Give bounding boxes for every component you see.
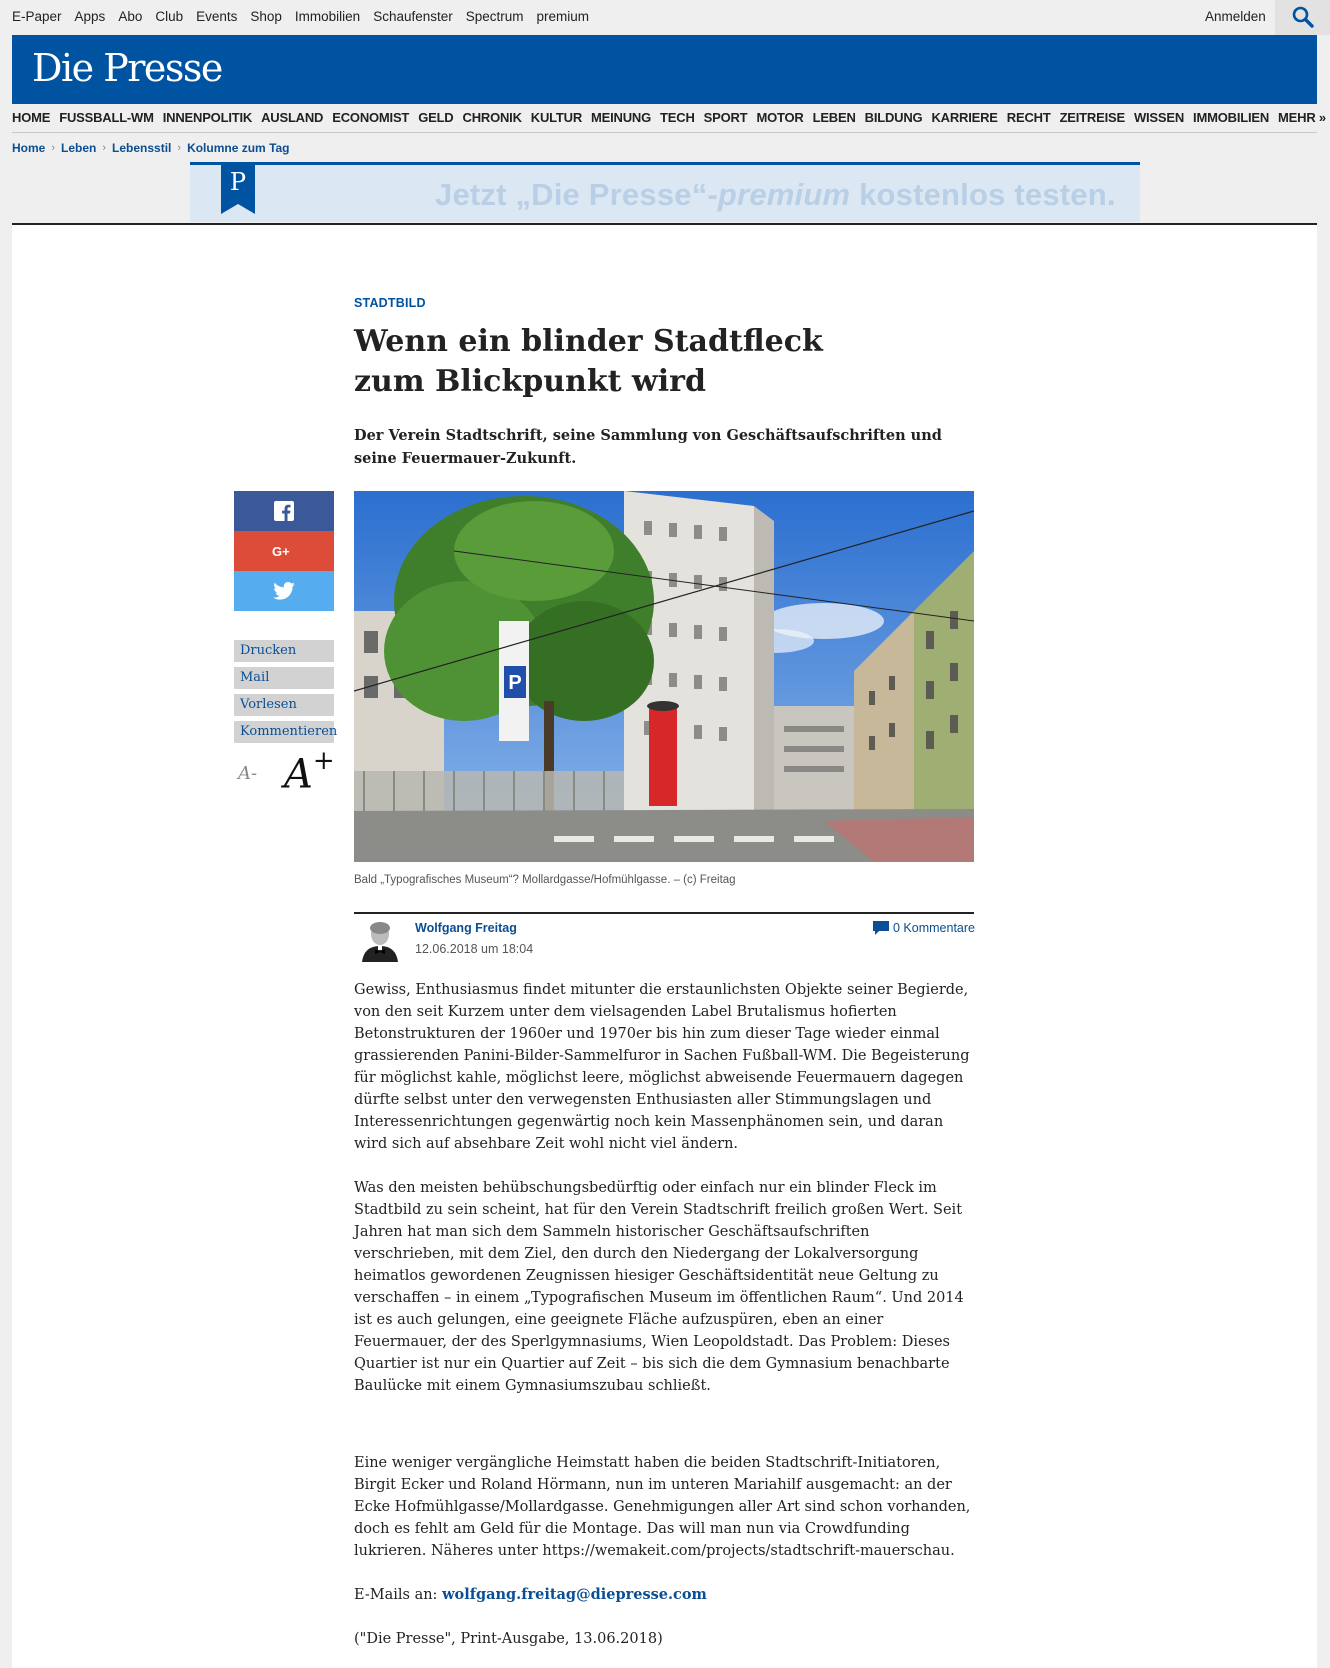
google-plus-icon bbox=[272, 544, 296, 558]
nav-item-geld[interactable]: GELD bbox=[418, 110, 454, 125]
utility-link-spectrum[interactable]: Spectrum bbox=[465, 9, 524, 24]
chevron-right-icon: › bbox=[51, 142, 56, 154]
nav-item-innenpolitik[interactable]: INNENPOLITIK bbox=[162, 110, 253, 125]
masthead bbox=[12, 35, 1317, 104]
article-lead: Der Verein Stadtschrift, seine Sammlung von Geschäftsaufschriften und seine Feuermauer-Zukunft. bbox=[354, 427, 942, 467]
nav-item-recht[interactable]: RECHT bbox=[1006, 110, 1051, 125]
utility-links bbox=[12, 9, 602, 24]
nav-item-home[interactable]: HOME bbox=[12, 110, 51, 125]
comments-link[interactable] bbox=[873, 921, 975, 935]
premium-badge-icon bbox=[221, 162, 255, 214]
facebook-icon bbox=[274, 501, 294, 521]
font-smaller-button[interactable]: A- bbox=[238, 763, 258, 784]
utility-link-events[interactable]: Events bbox=[196, 9, 238, 24]
font-size-controls bbox=[238, 746, 338, 798]
nav-item-fussball-wm[interactable]: FUSSBALL-WM bbox=[59, 110, 154, 125]
svg-text:G+: G+ bbox=[272, 544, 290, 558]
nav-item-leben[interactable]: LEBEN bbox=[812, 110, 856, 125]
nav-item-bildung[interactable]: BILDUNG bbox=[864, 110, 923, 125]
author-email-link[interactable]: wolfgang.freitag@diepresse.com bbox=[442, 1586, 707, 1603]
utility-link-premium[interactable]: premium bbox=[536, 9, 590, 24]
premium-banner[interactable] bbox=[190, 162, 1140, 222]
nav-divider bbox=[12, 132, 1317, 133]
nav-item-economist[interactable]: ECONOMIST bbox=[332, 110, 410, 125]
utility-bar bbox=[0, 0, 1330, 35]
googleplus-share-button[interactable] bbox=[234, 531, 334, 571]
nav-item-sport[interactable]: SPORT bbox=[703, 110, 748, 125]
utility-link-club[interactable]: Club bbox=[155, 9, 184, 24]
breadcrumb-leben[interactable]: Leben bbox=[61, 141, 97, 155]
author-avatar bbox=[356, 918, 404, 962]
nav-item-tech[interactable]: TECH bbox=[660, 110, 695, 125]
nav-item-chronik[interactable]: CHRONIK bbox=[462, 110, 522, 125]
comments-count: 0 Kommentare bbox=[893, 921, 975, 935]
font-larger-letter: A bbox=[284, 751, 313, 798]
search-icon bbox=[1292, 6, 1314, 28]
print-button[interactable]: Drucken bbox=[234, 640, 334, 662]
login-link[interactable]: Anmelden bbox=[1205, 9, 1266, 24]
read-aloud-button[interactable]: Vorlesen bbox=[234, 694, 334, 716]
social-share bbox=[234, 491, 334, 611]
article-paragraph: Gewiss, Enthusiasmus findet mitunter die erstaunlichsten Objekte seiner Begierde, von den seit Kurzem unter dem vielsagenden Label Brutalismus hofierten Betonstrukturen der 1960er und 1970er bis hin zum dieser Tage wieder einmal grassierenden Panini-Bilder-Sammelfuror in Sachen Fußball-WM. Die Begeisterung für möglichst kahle, möglichst leere, möglichst abweisende Feuermauern dagegen dürfte selbst unter den verwegensten Enthusiasten aller Stimmungslagen und Interessenrichtungen gegenwärtig noch kein Massenphänomen sein, und daran wird sich auf absehbare Zeit wohl nicht viel ändern. bbox=[354, 982, 970, 1152]
facebook-share-button[interactable] bbox=[234, 491, 334, 531]
street-scene-image bbox=[354, 491, 974, 862]
article-paragraph: Eine weniger vergängliche Heimstatt haben die beiden Stadtschrift-Initiatoren, Birgit Ecker und Roland Hörmann, nun im unteren Mariahilf ausgemacht: an der Ecke Hofmühlgasse/Mollardgasse. Genehmigungen aller Art sind schon vorhanden, doch es fehlt am Geld für die Montage. Das will man nun via Crowdfunding lukrieren. Näheres unter https://wemakeit.com/projects/stadtschrift-mauerschau. bbox=[354, 1455, 971, 1559]
chevron-right-icon: › bbox=[102, 142, 107, 154]
breadcrumb-lebensstil[interactable]: Lebensstil bbox=[112, 141, 172, 155]
breadcrumb-home[interactable]: Home bbox=[12, 141, 46, 155]
nav-item-karriere[interactable]: KARRIERE bbox=[931, 110, 998, 125]
utility-link-abo[interactable]: Abo bbox=[118, 9, 143, 24]
article-tools bbox=[234, 640, 338, 748]
logo[interactable]: Die Presse bbox=[32, 46, 222, 90]
font-larger-button[interactable] bbox=[284, 746, 335, 798]
nav-item-meinung[interactable]: MEINUNG bbox=[591, 110, 652, 125]
article-date: 12.06.2018 um 18:04 bbox=[415, 942, 534, 956]
chevron-right-icon: › bbox=[177, 142, 182, 154]
banner-text-pre: Jetzt „Die Presse“- bbox=[435, 177, 718, 212]
article-photo[interactable] bbox=[354, 491, 974, 862]
utility-link-epaper[interactable]: E-Paper bbox=[12, 9, 62, 24]
twitter-icon bbox=[273, 582, 295, 600]
banner-text-post: kostenlos testen. bbox=[850, 177, 1116, 212]
premium-badge-letter: P bbox=[229, 168, 247, 196]
article-kicker[interactable]: STADTBILD bbox=[354, 296, 426, 310]
utility-link-schaufenster[interactable]: Schaufenster bbox=[373, 9, 453, 24]
nav-item-ausland[interactable]: AUSLAND bbox=[261, 110, 324, 125]
nav-item-mehr[interactable]: MEHR » bbox=[1278, 110, 1326, 125]
article-paragraph: Was den meisten behübschungsbedürftig oder einfach nur ein blinder Fleck im Stadtbild zu sein scheint, hat für den Verein Stadtschrift freilich großen Wert. Seit Jahren hat man sich dem Sammeln historischer Geschäftsaufschriften verschrieben, mit dem Ziel, den durch den Niedergang der Lokalversorgung heimatlos gewordenen Zeugnissen hiesiger Geschäftsidentität neue Geltung zu verschaffen – in einem „Typografischen Museum im öffentlichen Raum“. Und 2014 ist es auch gelungen, eine geeignete Fläche aufzuspüren, eben an einer Feuermauer, der des Sperlgymnasiums, Wien Leopoldstadt. Das Problem: Dieses Quartier ist nur ein Quartier auf Zeit – bis sich die dem Gymnasium benachbarte Baulücke mit einem Gymnasiumszubau schließt. bbox=[354, 1180, 964, 1394]
banner-text-em: premium bbox=[717, 177, 851, 212]
mail-button[interactable]: Mail bbox=[234, 667, 334, 689]
author-divider bbox=[354, 912, 974, 914]
author-name[interactable]: Wolfgang Freitag bbox=[415, 921, 517, 935]
nav-item-kultur[interactable]: KULTUR bbox=[530, 110, 583, 125]
comment-button[interactable]: Kommentieren bbox=[234, 721, 334, 743]
search-button[interactable] bbox=[1275, 0, 1330, 35]
email-label: E-Mails an: bbox=[354, 1587, 443, 1603]
utility-link-shop[interactable]: Shop bbox=[250, 9, 282, 24]
svg-text:P: P bbox=[508, 672, 522, 694]
utility-link-immobilien[interactable]: Immobilien bbox=[294, 9, 361, 24]
email-line bbox=[354, 1584, 974, 1606]
nav-item-immobilien[interactable]: IMMOBILIEN bbox=[1193, 110, 1270, 125]
article-headline: Wenn ein blinder Stadtfleck zum Blickpunkt wird bbox=[354, 324, 823, 399]
breadcrumb-kolumne[interactable]: Kolumne zum Tag bbox=[187, 141, 290, 155]
photo-caption: Bald „Typografisches Museum“? Mollardgasse/Hofmühlgasse. – (c) Freitag bbox=[354, 874, 736, 886]
print-source: ("Die Presse", Print-Ausgabe, 13.06.2018) bbox=[354, 1631, 663, 1647]
nav-item-motor[interactable]: MOTOR bbox=[756, 110, 804, 125]
main-nav bbox=[12, 110, 1330, 128]
comment-icon bbox=[873, 921, 889, 935]
nav-item-zeitreise[interactable]: ZEITREISE bbox=[1059, 110, 1125, 125]
nav-item-wissen[interactable]: WISSEN bbox=[1133, 110, 1185, 125]
breadcrumb bbox=[12, 141, 290, 155]
twitter-share-button[interactable] bbox=[234, 571, 334, 611]
premium-banner-text bbox=[435, 177, 1116, 213]
utility-link-apps[interactable]: Apps bbox=[74, 9, 106, 24]
font-larger-plus: + bbox=[312, 746, 335, 776]
